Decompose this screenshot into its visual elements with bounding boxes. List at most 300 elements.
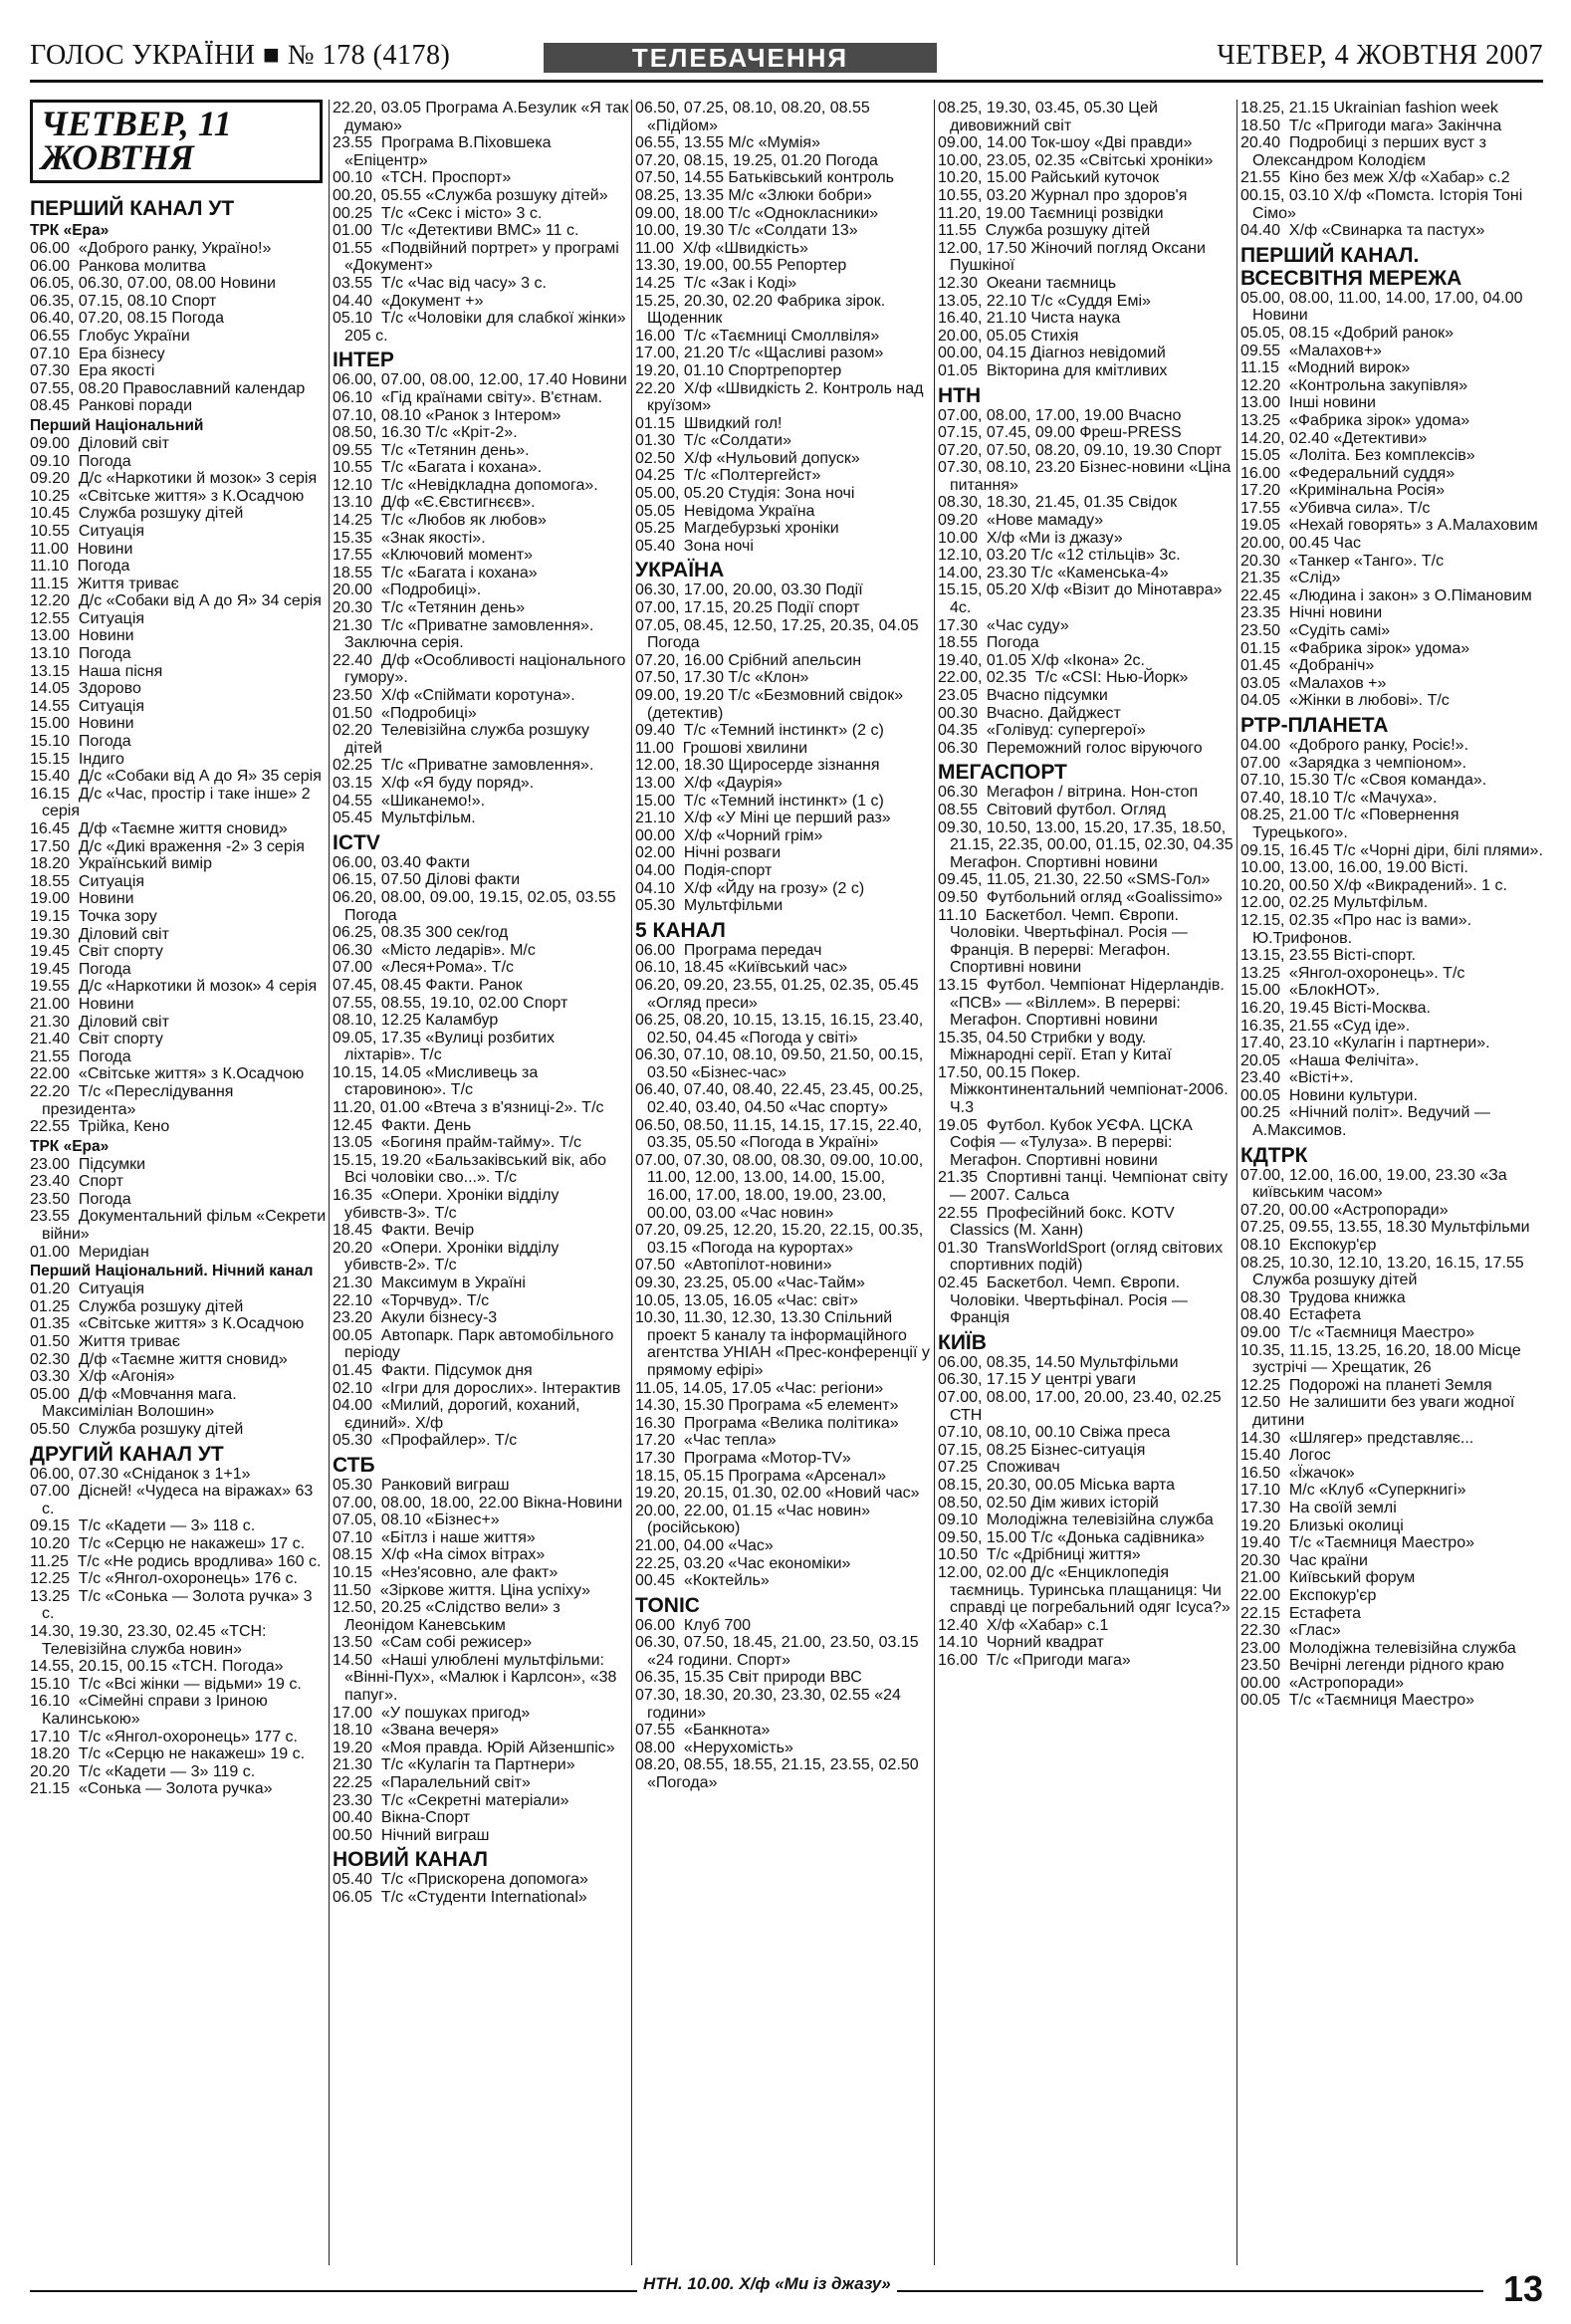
channel-name: ПЕРШИЙ КАНАЛ. ВСЕСВІТНЯ МЕРЕЖА	[1240, 243, 1462, 290]
program-entry: 06.00 Ранкова молитва	[30, 257, 206, 275]
program-entry: 23.50 «Судіть самі»	[1240, 622, 1391, 640]
program-entry: 07.55, 08.55, 19.10, 02.00 Спорт	[333, 994, 568, 1012]
program-entry: 15.15, 19.20 «Бальзаківський вік, або Всі чоловіки сво...». Т/с	[333, 1151, 611, 1187]
program-entry: 11.20, 19.00 Таємниці розвідки	[938, 204, 1164, 222]
program-entry: 02.50 Х/ф «Нульовий допуск»	[635, 449, 860, 467]
program-entry: 10.55, 03.20 Журнал про здоров'я	[938, 186, 1188, 204]
program-entry: 19.45 Світ спорту	[30, 943, 163, 961]
program-entry: 09.55 Т/с «Тетянин день».	[333, 441, 530, 459]
program-entry: 08.25, 10.30, 12.10, 13.20, 16.15, 17.55 Служба розшуку дітей	[1240, 1254, 1529, 1289]
column-divider	[631, 100, 632, 2265]
program-entry: 22.55 Професійний бокс. KOTV Classics (М. Ханн)	[938, 1204, 1180, 1240]
program-entry: 07.00 «Леся+Рома». Т/с	[333, 959, 515, 977]
program-entry: 11.55 Служба розшуку дітей	[938, 222, 1151, 240]
program-entry: 21.55 Кіно без меж Х/ф «Хабар» с.2	[1240, 169, 1510, 187]
program-entry: 06.55 Глобус України	[30, 327, 190, 345]
program-entry: 23.55 Програма В.Піховшека «Епіцентр»	[333, 134, 557, 169]
program-entry: 07.50 «Автопілот-новини»	[635, 1257, 832, 1275]
program-entry: 11.00 Новини	[30, 540, 133, 558]
program-entry: 13.50 «Сам собі режисер»	[333, 1634, 533, 1652]
program-entry: 00.00 «Астропоради»	[1240, 1674, 1405, 1692]
program-entry: 13.30, 19.00, 00.55 Репортер	[635, 257, 847, 275]
program-entry: 07.10, 08.10 «Ранок з Інтером»	[333, 406, 561, 424]
program-entry: 20.30 «Танкер «Танго». Т/с	[1240, 552, 1445, 570]
program-entry: 20.00, 05.05 Стихія	[938, 327, 1079, 345]
program-entry: 09.30, 10.50, 13.00, 15.20, 17.35, 18.50, 21.15, 22.35, 00.00, 01.15, 02.30, 04.35 Мегафон. Спортивні новини	[938, 818, 1238, 871]
program-entry: 23.05 Вчасно підсумки	[938, 687, 1108, 704]
program-entry: 16.45 Д/ф «Таємне життя сновид»	[30, 820, 288, 837]
program-entry: 02.10 «Ігри для дорослих». Інтерактив	[333, 1379, 621, 1397]
program-entry: 10.00, 23.05, 02.35 «Світські хроніки»	[938, 151, 1214, 169]
program-entry: 23.40 «Вісті+».	[1240, 1069, 1354, 1087]
program-entry: 00.05 Автопарк. Парк автомобільного періоду	[333, 1326, 618, 1362]
program-entry: 19.30 Діловий світ	[30, 925, 169, 943]
channel-name: КДТРК	[1240, 1143, 1308, 1167]
program-entry: 05.25 Магдебурзькі хроніки	[635, 520, 839, 538]
program-entry: 06.40, 07.20, 08.15 Погода	[30, 310, 225, 328]
block-label: Перший Національний	[30, 416, 204, 434]
program-entry: 06.30 Переможний голос віруючого	[938, 739, 1203, 757]
program-entry: 23.20 Акули бізнесу-3	[333, 1309, 498, 1327]
program-entry: 21.00 Новини	[30, 995, 134, 1013]
program-entry: 09.30, 23.25, 05.00 «Час-Тайм»	[635, 1275, 865, 1291]
program-entry: 06.50, 08.50, 11.15, 14.15, 17.15, 22.40, 03.35, 05.50 «Погода в Україні»	[635, 1116, 927, 1152]
program-entry: 07.20, 00.00 «Астропоради»	[1240, 1201, 1449, 1219]
program-entry: 07.30, 18.30, 20.30, 23.30, 02.55 «24 години»	[635, 1687, 906, 1722]
program-entry: 05.30 Ранковий виграш	[333, 1476, 510, 1494]
program-entry: 06.40, 07.40, 08.40, 22.45, 23.45, 00.25, 02.40, 03.40, 04.50 «Час спорту»	[635, 1081, 928, 1117]
program-entry: 11.05, 14.05, 17.05 «Час: регіони»	[635, 1379, 884, 1397]
program-entry: 03.15 Х/ф «Я буду поряд».	[333, 774, 535, 792]
program-entry: 10.55 Ситуація	[30, 522, 145, 540]
program-entry: 06.00, 08.35, 14.50 Мультфільми	[938, 1353, 1179, 1371]
program-entry: 06.00 Клуб 700	[635, 1616, 752, 1634]
program-entry: 21.30 Діловий світ	[30, 1013, 169, 1031]
program-entry: 10.20, 15.00 Райський куточок	[938, 169, 1160, 187]
program-entry: 03.55 Т/с «Час від часу» 3 с.	[333, 274, 547, 292]
program-entry: 22.45 «Людина і закон» з О.Пімановим	[1240, 586, 1532, 604]
program-entry: 07.25, 09.55, 13.55, 18.30 Мультфільми	[1240, 1219, 1530, 1237]
program-entry: 22.15 Естафета	[1240, 1604, 1362, 1622]
program-entry: 06.05 Т/с «Студенти International»	[333, 1889, 587, 1906]
program-entry: 00.30 Вчасно. Дайджест	[938, 704, 1121, 722]
program-entry: 19.20, 20.15, 01.30, 02.00 «Новий час»	[635, 1485, 920, 1503]
program-entry: 21.30 Т/с «Приватне замовлення». Заключна серія.	[333, 616, 598, 652]
program-entry: 23.55 Документальний фільм «Секрети війни»	[30, 1208, 331, 1244]
program-entry: 06.25, 08.20, 10.15, 13.15, 16.15, 23.40, 02.50, 04.45 «Погода у світі»	[635, 1012, 928, 1046]
program-entry: 13.15 Наша пісня	[30, 662, 163, 680]
program-entry: 10.50 Т/с «Дрібниці життя»	[938, 1546, 1141, 1564]
program-entry: 14.30, 19.30, 23.30, 02.45 «ТСН: Телевізійна служба новин»	[30, 1622, 271, 1658]
program-entry: 14.30 «Шлягер» представляє...	[1240, 1429, 1474, 1447]
program-entry: 07.10 Ера бізнесу	[30, 345, 165, 362]
program-entry: 13.25 «Фабрика зірок» удома»	[1240, 411, 1470, 429]
program-entry: 16.15 Д/с «Час, простір і таке інше» 2 серія	[30, 785, 316, 820]
program-entry: 06.10 «Гід країнами світу». В'єтнам.	[333, 388, 603, 406]
program-entry: 08.55 Світовий футбол. Огляд	[938, 801, 1166, 818]
program-entry: 04.05 «Жінки в любові». Т/с	[1240, 692, 1450, 710]
program-entry: 05.00, 08.00, 11.00, 14.00, 17.00, 04.00 Новини	[1240, 289, 1527, 325]
program-entry: 23.50 Х/ф «Спіймати коротуна».	[333, 687, 575, 704]
program-entry: 13.10 Д/ф «Є.Євстигнєєв».	[333, 494, 536, 512]
program-entry: 01.45 «Добраніч»	[1240, 657, 1375, 675]
program-entry: 09.00, 14.00 Ток-шоу «Дві правди»	[938, 134, 1193, 152]
program-entry: 19.20 Близькі околиці	[1240, 1516, 1404, 1534]
program-entry: 16.10 «Сімейні справи з Іриною Калинською»	[30, 1693, 273, 1728]
program-entry: 05.40 Зона ночі	[635, 537, 754, 555]
program-entry: 22.40 Д/ф «Особливості національного гумору».	[333, 651, 630, 687]
program-entry: 09.40 Т/с «Темний інстинкт» (2 с)	[635, 722, 884, 740]
program-entry: 06.05, 06.30, 07.00, 08.00 Новини	[30, 275, 276, 293]
program-entry: 17.00, 21.20 Т/с «Щасливі разом»	[635, 345, 884, 362]
program-entry: 22.00, 02.35 Т/с «CSI: Нью-Йорк»	[938, 669, 1189, 687]
program-entry: 01.50 «Подробиці»	[333, 704, 477, 722]
program-entry: 22.20 Т/с «Переслідування президента»	[30, 1082, 238, 1118]
program-entry: 19.55 Д/с «Наркотики й мозок» 4 серія	[30, 978, 318, 996]
program-entry: 02.20 Телевізійна служба розшуку дітей	[333, 722, 594, 757]
program-entry: 19.40, 01.05 Х/ф «Ікона» 2с.	[938, 651, 1145, 669]
program-entry: 22.10 «Торчвуд». Т/с	[333, 1291, 490, 1309]
program-entry: 21.00 Київський форум	[1240, 1569, 1416, 1587]
program-entry: 13.00 Новини	[30, 627, 134, 645]
program-entry: 14.55, 20.15, 00.15 «ТСН. Погода»	[30, 1658, 284, 1676]
program-entry: 05.50 Служба розшуку дітей	[30, 1421, 244, 1438]
program-entry: 10.55 Т/с «Багата і кохана».	[333, 459, 543, 477]
program-entry: 22.00 Експокур'єр	[1240, 1586, 1377, 1604]
program-entry: 21.35 Спортивні танці. Чемпіонат світу — 2007. Сальса	[938, 1169, 1233, 1205]
program-entry: 09.10 Погода	[30, 452, 131, 470]
program-entry: 09.00, 19.20 Т/с «Безмовний свідок» (детектив)	[635, 687, 908, 722]
program-entry: 14.00, 23.30 Т/с «Каменська-4»	[938, 564, 1169, 581]
program-entry: 09.20 «Нове мамаду»	[938, 512, 1104, 530]
channel-name: РТР-ПЛАНЕТА	[1240, 714, 1389, 737]
program-entry: 18.55 Ситуація	[30, 872, 145, 890]
program-entry: 16.00 Т/с «Таємниці Смоллвіля»	[635, 327, 880, 345]
program-entry: 15.35 «Знак якості».	[333, 529, 486, 547]
program-entry: 00.10 «ТСН. Проспорт»	[333, 169, 512, 187]
program-entry: 18.50 Т/с «Пригоди мага» Закінчна	[1240, 116, 1502, 134]
program-entry: 08.10 Експокур'єр	[1240, 1237, 1377, 1255]
program-entry: 12.55 Ситуація	[30, 609, 145, 627]
program-entry: 11.25 Т/с «Не родись вродлива» 160 с.	[30, 1552, 322, 1570]
program-entry: 09.00 Т/с «Таємниця Маестро»	[1240, 1324, 1474, 1341]
program-entry: 20.40 Подробиці з перших вуст з Олександром Колодієм	[1240, 134, 1491, 169]
channel-name: СТБ	[333, 1453, 375, 1477]
program-entry: 12.20 «Контрольна закупівля»	[1240, 376, 1468, 394]
program-entry: 07.10, 08.10, 00.10 Свіжа преса	[938, 1424, 1171, 1442]
program-entry: 04.55 «Шиканемо!».	[333, 792, 486, 810]
program-entry: 05.30 «Профайлер». Т/с	[333, 1432, 518, 1450]
program-entry: 01.45 Факти. Підсумок дня	[333, 1361, 533, 1379]
program-entry: 13.25 «Янгол-охоронець». Т/с	[1240, 964, 1465, 982]
program-entry: 15.25, 20.30, 02.20 Фабрика зірок. Щоденник	[635, 292, 890, 328]
program-entry: 07.00, 08.00, 18.00, 22.00 Вікна-Новини	[333, 1494, 623, 1511]
program-entry: 14.10 Чорний квадрат	[938, 1634, 1104, 1652]
program-entry: 08.40 Естафета	[1240, 1306, 1362, 1324]
program-entry: 06.00 «Доброго ранку, Україно!»	[30, 240, 272, 257]
program-entry: 08.50, 02.50 Дім живих історій	[938, 1494, 1159, 1511]
program-entry: 15.00 Новини	[30, 715, 134, 733]
program-entry: 20.00 «Подробиці».	[333, 581, 482, 599]
program-entry: 12.00, 02.00 Д/с «Енциклопедія таємниць. Туринська плащаниця: Чи справді це погребальний одяг Ісуса?»	[938, 1563, 1231, 1617]
program-entry: 10.45 Служба розшуку дітей	[30, 505, 244, 523]
program-entry: 11.15 «Модний вирок»	[1240, 359, 1411, 377]
channel-name: TONIC	[635, 1593, 700, 1617]
program-entry: 00.45 «Коктейль»	[635, 1572, 770, 1590]
program-entry: 12.00, 02.25 Мультфільм.	[1240, 894, 1429, 912]
program-entry: 11.10 Баскетбол. Чемп. Європи. Чоловіки. Чвертьфінал. Росія — Франція. В перерві: Мегафон. Спортивні новини	[938, 906, 1193, 977]
program-entry: 10.05, 13.05, 16.05 «Час: світ»	[635, 1291, 858, 1309]
program-entry: 19.05 «Нехай говорять» з А.Малаховим	[1240, 517, 1538, 535]
program-entry: 19.05 Футбол. Кубок УЄФА. ЦСКА Софія — «Тулуза». В перерві: Мегафон. Спортивні новини	[938, 1116, 1198, 1169]
program-entry: 08.10, 12.25 Каламбур	[333, 1012, 499, 1030]
program-entry: 09.15 Т/с «Кадети — 3» 118 с.	[30, 1517, 256, 1535]
program-entry: 16.20, 19.45 Вісті-Москва.	[1240, 999, 1431, 1017]
program-entry: 22.00 «Світське життя» з К.Осадчою	[30, 1065, 305, 1083]
program-entry: 23.40 Спорт	[30, 1173, 123, 1191]
program-entry: 07.50, 14.55 Батьківський контроль	[635, 169, 895, 187]
program-entry: 00.20, 05.55 «Служба розшуку дітей»	[333, 186, 608, 204]
program-entry: 06.00, 03.40 Факти	[333, 853, 470, 871]
program-entry: 07.00, 08.00, 17.00, 20.00, 23.40, 02.25 СТН	[938, 1388, 1227, 1424]
program-entry: 01.25 Служба розшуку дітей	[30, 1297, 244, 1315]
program-entry: 12.25 Подорожі на планеті Земля	[1240, 1376, 1492, 1394]
program-entry: 00.05 Т/с «Таємниця Маестро»	[1240, 1692, 1474, 1710]
program-entry: 20.00, 22.00, 01.15 «Час новин» (російською)	[635, 1502, 875, 1537]
program-entry: 12.40 Х/ф «Хабар» с.1	[938, 1616, 1109, 1634]
program-entry: 08.30, 18.30, 21.45, 01.35 Свідок	[938, 494, 1178, 512]
program-entry: 06.30 «Місто ледарів». М/с	[333, 941, 536, 959]
program-entry: 18.20 Український вимір	[30, 855, 212, 873]
program-entry: 23.00 Молодіжна телевізійна служба	[1240, 1639, 1516, 1657]
program-entry: 23.00 Підсумки	[30, 1155, 146, 1173]
program-entry: 06.00, 07.00, 08.00, 12.00, 17.40 Новини	[333, 371, 627, 389]
program-column-5	[1240, 100, 1543, 2260]
program-entry: 01.15 «Фабрика зірок» удома»	[1240, 639, 1470, 657]
program-entry: 08.15, 20.30, 00.05 Міська варта	[938, 1476, 1176, 1494]
program-entry: 06.50, 07.25, 08.10, 08.20, 08.55 «Підйом»	[635, 100, 875, 134]
program-entry: 04.10 Х/ф «Йду на грозу» (2 с)	[635, 879, 865, 897]
column-divider	[934, 100, 935, 2265]
program-entry: 20.20 Т/с «Кадети — 3» 119 с.	[30, 1762, 256, 1780]
program-entry: 08.00 «Нерухомість»	[635, 1739, 793, 1756]
program-entry: 22.25, 03.20 «Час економіки»	[635, 1554, 851, 1572]
day-heading: ЧЕТВЕР, 11 ЖОВТНЯ	[30, 100, 323, 183]
program-entry: 07.00 Дісней! «Чудеса на віражах» 63 с.	[30, 1483, 318, 1517]
program-entry: 02.25 Т/с «Приватне замовлення».	[333, 757, 594, 775]
program-entry: 10.35, 11.15, 13.25, 16.20, 18.00 Місце зустрічі — Хрещатик, 26	[1240, 1341, 1526, 1377]
program-entry: 07.05, 08.45, 12.50, 17.25, 20.35, 04.05 Погода	[635, 616, 924, 652]
program-entry: 16.00 Т/с «Пригоди мага»	[938, 1651, 1131, 1669]
program-entry: 14.20, 02.40 «Детективи»	[1240, 429, 1428, 447]
program-entry: 15.10 Т/с «Всі жінки — відьми» 19 с.	[30, 1675, 302, 1693]
program-entry: 08.25, 19.30, 03.45, 05.30 Цей дивовижний світ	[938, 100, 1163, 134]
program-entry: 15.35, 04.50 Стрибки у воду. Міжнародні серії. Етап у Китаї	[938, 1029, 1172, 1064]
program-entry: 21.10 Х/ф «У Міні це перший раз»	[635, 810, 891, 827]
program-entry: 07.20, 09.25, 12.20, 15.20, 22.15, 00.35, 03.15 «Погода на курортах»	[635, 1222, 928, 1257]
program-entry: 01.35 «Світське життя» з К.Осадчою	[30, 1315, 305, 1333]
program-entry: 06.15, 07.50 Ділові факти	[333, 871, 521, 889]
program-entry: 10.00, 19.30 Т/с «Солдати 13»	[635, 222, 858, 240]
program-entry: 22.20, 03.05 Програма А.Безулик «Я так думаю»	[333, 100, 633, 134]
program-entry: 00.05 Новини культури.	[1240, 1086, 1418, 1104]
program-column-2	[333, 100, 633, 2260]
program-entry: 17.20 «Кримінальна Росія»	[1240, 482, 1446, 500]
program-entry: 18.15, 05.15 Програма «Арсенал»	[635, 1467, 887, 1485]
program-entry: 10.00, 13.00, 16.00, 19.00 Вісті.	[1240, 859, 1468, 877]
program-entry: 04.25 Т/с «Полтергейст»	[635, 467, 821, 485]
program-entry: 21.00, 04.00 «Час»	[635, 1536, 774, 1554]
program-entry: 18.10 «Звана вечеря»	[333, 1722, 500, 1740]
program-entry: 05.10 Т/с «Чоловіки для слабкої жінки» 205 с.	[333, 310, 631, 345]
program-entry: 06.30, 17.15 У центрі уваги	[938, 1371, 1136, 1389]
program-entry: 21.55 Погода	[30, 1047, 131, 1065]
program-entry: 19.20, 01.10 Спортрепортер	[635, 361, 842, 379]
program-entry: 10.30, 11.30, 12.30, 13.30 Спільний проект 5 каналу та інформаційного агентства УНІАН «Прес-конференції у прямому ефірі»	[635, 1309, 935, 1379]
program-entry: 17.00 «У пошуках пригод»	[333, 1704, 531, 1722]
program-entry: 08.15 Х/ф «На сімох вітрах»	[333, 1546, 546, 1564]
program-entry: 23.50 Погода	[30, 1190, 131, 1208]
program-entry: 13.05, 22.10 Т/с «Суддя Емі»	[938, 292, 1151, 310]
program-entry: 20.30 Т/с «Тетянин день»	[333, 599, 526, 617]
program-entry: 07.45, 08.45 Факти. Ранок	[333, 976, 523, 994]
program-entry: 19.15 Точка зору	[30, 907, 157, 925]
program-entry: 04.00 «Милий, дорогий, коханий, єдиний». Х/ф	[333, 1397, 585, 1432]
program-entry: 06.30 Мегафон / вітрина. Нон-стоп	[938, 784, 1199, 802]
program-entry: 15.05 «Лоліта. Без комплексів»	[1240, 447, 1475, 465]
program-entry: 07.05, 08.10 «Бізнес+»	[333, 1511, 500, 1529]
program-entry: 07.25 Споживач	[938, 1459, 1060, 1477]
program-entry: 00.15, 03.10 Х/ф «Помста. Історія Тоні Сімо»	[1240, 186, 1527, 222]
program-entry: 03.30 Х/ф «Агонія»	[30, 1368, 175, 1386]
program-entry: 08.50, 16.30 Т/с «Кріт-2».	[333, 424, 518, 442]
program-entry: 04.40 Х/ф «Свинарка та пастух»	[1240, 222, 1485, 240]
program-entry: 22.25 «Паралельний світ»	[333, 1774, 531, 1792]
program-entry: 08.25, 21.00 Т/с «Повернення Турецького».	[1240, 807, 1464, 841]
program-entry: 18.25, 21.15 Ukrainian fashion week	[1240, 100, 1498, 116]
program-entry: 10.20, 00.50 Х/ф «Викрадений». 1 с.	[1240, 876, 1507, 894]
program-entry: 07.10, 15.30 Т/с «Своя команда».	[1240, 772, 1487, 790]
program-entry: 01.00 Т/с «Детективи ВМС» 11 с.	[333, 222, 579, 240]
channel-name: НТН	[938, 383, 982, 407]
program-entry: 09.00, 18.00 Т/с «Однокласники»	[635, 204, 879, 222]
program-entry: 05.05, 08.15 «Добрий ранок»	[1240, 324, 1455, 342]
program-entry: 07.00 «Зарядка з чемпіоном».	[1240, 754, 1467, 772]
program-entry: 06.35, 15.35 Світ природи ВВС	[635, 1669, 862, 1687]
program-entry: 07.10 «Бітлз і наше життя»	[333, 1528, 536, 1546]
program-entry: 06.30, 07.50, 18.45, 21.00, 23.50, 03.15 «24 години. Спорт»	[635, 1634, 924, 1669]
page-number: 13	[1502, 2268, 1543, 2309]
program-entry: 04.00 Подія-спорт	[635, 861, 773, 879]
program-entry: 17.20 «Час тепла»	[635, 1432, 777, 1450]
program-entry: 07.20, 07.50, 08.20, 09.10, 19.30 Спорт	[938, 441, 1223, 459]
program-entry: 08.45 Ранкові поради	[30, 397, 193, 415]
program-entry: 17.30 На своїй землі	[1240, 1499, 1397, 1516]
channel-name: УКРАЇНА	[635, 559, 725, 582]
program-entry: 07.20, 16.00 Срібний апельсин	[635, 651, 862, 669]
program-entry: 09.05, 17.35 «Вулиці розбитих ліхтарів». Т/с	[333, 1029, 560, 1064]
page-header	[30, 30, 1543, 80]
program-entry: 20.30 Час країни	[1240, 1551, 1368, 1569]
program-entry: 20.00, 00.45 Час	[1240, 535, 1361, 553]
program-entry: 19.45 Погода	[30, 960, 131, 978]
footer-promo: НТН. 10.00. Х/ф «Ми із джазу»	[637, 2274, 897, 2294]
program-entry: 20.05 «Наша Фелічіта».	[1240, 1051, 1420, 1069]
program-entry: 13.25 Т/с «Сонька — Золота ручка» 3 с.	[30, 1587, 318, 1623]
program-entry: 15.10 Погода	[30, 733, 131, 751]
program-entry: 06.10, 18.45 «Київський час»	[635, 959, 848, 977]
program-entry: 12.25 Т/с «Янгол-охоронець» 176 с.	[30, 1570, 298, 1588]
program-entry: 12.15, 02.35 «Про нас із вами». Ю.Трифонов.	[1240, 911, 1476, 947]
program-entry: 07.00, 08.00, 17.00, 19.00 Вчасно	[938, 406, 1182, 424]
program-entry: 21.30 Максимум в Україні	[333, 1275, 526, 1291]
program-entry: 04.00 «Доброго ранку, Росіє!».	[1240, 737, 1469, 754]
program-entry: 06.00, 07.30 «Сніданок з 1+1»	[30, 1465, 251, 1483]
program-entry: 05.30 Мультфільми	[635, 897, 784, 915]
program-entry: 11.00 Грошові хвилини	[635, 739, 808, 757]
program-entry: 05.05 Невідома Україна	[635, 502, 815, 520]
program-entry: 10.20 Т/с «Серцю не накажеш» 17 с.	[30, 1534, 306, 1552]
program-entry: 11.00 Х/ф «Швидкість»	[635, 239, 808, 257]
program-entry: 22.30 «Глас»	[1240, 1622, 1341, 1640]
program-entry: 09.45, 11.05, 21.30, 22.50 «SMS-Гол»	[938, 871, 1211, 889]
program-entry: 00.50 Нічний виграш	[333, 1826, 490, 1844]
program-entry: 21.15 «Сонька — Золота ручка»	[30, 1780, 273, 1798]
program-entry: 10.25 «Світське життя» з К.Осадчою	[30, 487, 305, 505]
program-entry: 13.15, 23.55 Вісті-спорт.	[1240, 947, 1416, 965]
program-entry: 11.50 «Зіркове життя. Ціна успіху»	[333, 1581, 591, 1599]
program-entry: 17.50, 00.15 Покер. Міжконтинентальний чемпіонат-2006. Ч.3	[938, 1063, 1234, 1117]
program-entry: 07.50, 17.30 Т/с «Клон»	[635, 669, 809, 687]
program-entry: 21.30 Т/с «Кулагін та Партнери»	[333, 1756, 575, 1774]
block-label: Перший Національний. Нічний канал	[30, 1263, 314, 1280]
program-entry: 02.00 Нічні розваги	[635, 844, 782, 862]
program-entry: 09.50 Футбольний огляд «Goalissimo»	[938, 888, 1224, 906]
program-entry: 17.30 «Час суду»	[938, 616, 1069, 634]
program-entry: 10.15, 14.05 «Мисливець за старовиною». Т/с	[333, 1063, 543, 1099]
program-entry: 00.00 Х/ф «Чорний грім»	[635, 826, 823, 844]
program-entry: 15.15, 05.20 Х/ф «Візит до Мінотавра» 4с.	[938, 581, 1227, 617]
program-entry: 16.35 «Опери. Хроніки відділу убивств-3». Т/с	[333, 1187, 563, 1222]
newspaper-issue: ГОЛОС УКРАЇНИ ■ № 178 (4178)	[30, 40, 451, 71]
channel-name: 5 КАНАЛ	[635, 918, 726, 942]
program-entry: 01.05 Вікторина для кмітливих	[938, 361, 1168, 379]
program-entry: 20.20 «Опери. Хроніки відділу убивств-2». Т/с	[333, 1239, 563, 1275]
program-entry: 14.25 Т/с «Любов як любов»	[333, 512, 547, 530]
program-entry: 07.00, 12.00, 16.00, 19.00, 23.30 «За київським часом»	[1240, 1166, 1512, 1202]
program-entry: 05.00 Д/ф «Мовчання мага. Максиміліан Волошин»	[30, 1385, 242, 1421]
program-entry: 02.30 Д/ф «Таємне життя сновид»	[30, 1350, 288, 1368]
program-entry: 01.20 Ситуація	[30, 1280, 145, 1298]
column-divider	[329, 100, 330, 2265]
program-entry: 01.30 Т/с «Солдати»	[635, 432, 791, 450]
program-entry: 16.50 «Їжачок»	[1240, 1464, 1355, 1482]
program-entry: 17.50 Д/с «Дикі враження -2» 3 серія	[30, 837, 305, 855]
program-entry: 00.25 Т/с «Секс і місто» 3 с.	[333, 204, 543, 222]
channel-name: ПЕРШИЙ КАНАЛ УТ	[30, 197, 235, 220]
program-entry: 05.45 Мультфільм.	[333, 810, 476, 827]
program-entry: 15.40 Логос	[1240, 1447, 1331, 1465]
program-entry: 16.35, 21.55 «Суд іде».	[1240, 1017, 1411, 1035]
program-entry: 07.15, 07.45, 09.00 Фреш-PRESS	[938, 424, 1182, 442]
program-entry: 06.35, 07.15, 08.10 Спорт	[30, 292, 217, 310]
program-entry: 12.50, 20.25 «Слідство вели» з Леонідом Каневським	[333, 1599, 565, 1634]
program-entry: 23.35 Нічні новини	[1240, 604, 1383, 622]
program-entry: 07.15, 08.25 Бізнес-ситуація	[938, 1441, 1146, 1459]
program-entry: 12.00, 18.30 Щиросерде зізнання	[635, 757, 880, 775]
program-entry: 02.45 Баскетбол. Чемп. Європи. Чоловіки. Чвертьфінал. Росія — Франція	[938, 1275, 1193, 1327]
program-entry: 12.20 Д/с «Собаки від А до Я» 34 серія	[30, 592, 322, 610]
